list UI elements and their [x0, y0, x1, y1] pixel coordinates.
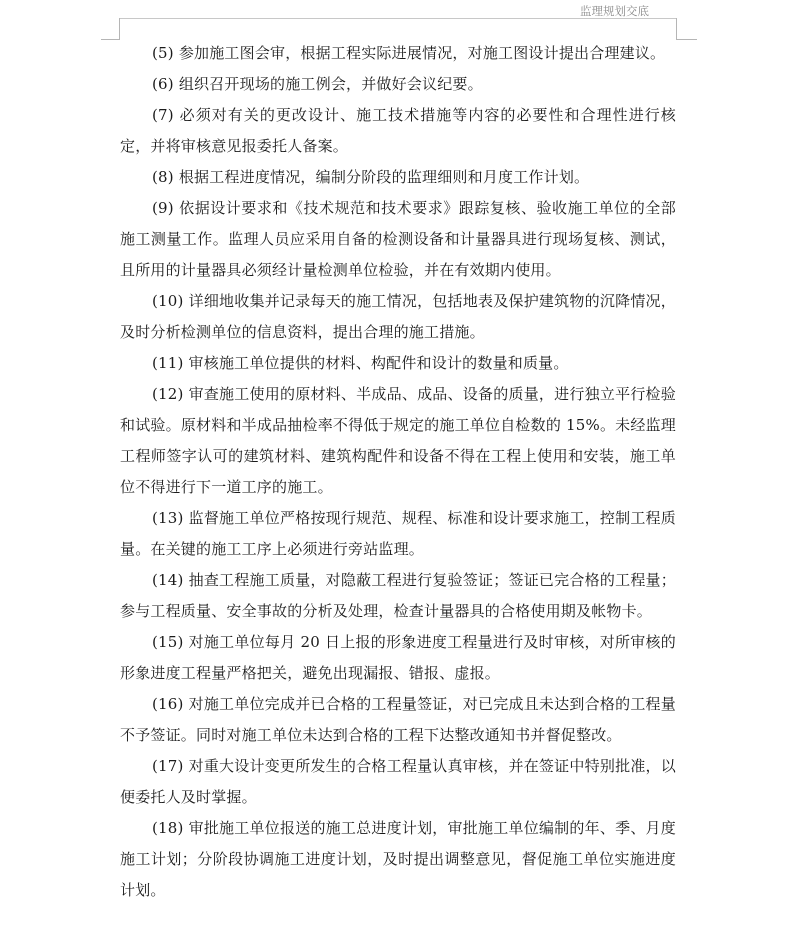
margin-corner-mark-left [101, 18, 120, 40]
margin-corner-mark-right [676, 18, 697, 40]
paragraph-item-16: (16) 对施工单位完成并已合格的工程量签证，对已完成且未达到合格的工程量不予签证。同时对施工单位未达到合格的工程下达整改通知书并督促整改。 [120, 695, 676, 744]
header-divider [120, 18, 677, 19]
paragraph-item-18: (18) 审批施工单位报送的施工总进度计划，审批施工单位编制的年、季、月度施工计划；分阶段协调施工进度计划，及时提出调整意见，督促施工单位实施进度计划。 [120, 819, 676, 899]
paragraph-item-6: (6) 组织召开现场的施工例会，并做好会议纪要。 [152, 75, 483, 93]
paragraph-item-12: (12) 审查施工使用的原材料、半成品、成品、设备的质量，进行独立平行检验和试验。原材料和半成品抽检率不得低于规定的施工单位自检数的 15%。未经监理工程师签字认可的建筑材料、建筑构配件和设备不得在工程上使用和安装，施工单位不得进行下一道工序的施工。 [120, 385, 676, 496]
paragraph-item-8: (8) 根据工程进度情况，编制分阶段的监理细则和月度工作计划。 [152, 168, 590, 186]
page-header-title: 监理规划交底 [580, 4, 649, 18]
paragraph-item-11: (11) 审核施工单位提供的材料、构配件和设计的数量和质量。 [152, 354, 569, 372]
paragraph-item-13: (13) 监督施工单位严格按现行规范、规程、标准和设计要求施工，控制工程质量。在关键的施工工序上必须进行旁站监理。 [120, 509, 676, 558]
paragraph-item-17: (17) 对重大设计变更所发生的合格工程量认真审核，并在签证中特别批准，以便委托人及时掌握。 [120, 757, 676, 806]
document-body [120, 38, 676, 906]
paragraph-item-9: (9) 依据设计要求和《技术规范和技术要求》跟踪复核、验收施工单位的全部施工测量工作。监理人员应采用自备的检测设备和计量器具进行现场复核、测试，且所用的计量器具必须经计量检测单位检验，并在有效期内使用。 [120, 199, 676, 279]
paragraph-item-14: (14) 抽查工程施工质量，对隐蔽工程进行复验签证；签证已完合格的工程量；参与工程质量、安全事故的分析及处理，检查计量器具的合格使用期及帐物卡。 [120, 571, 676, 620]
paragraph-item-10: (10) 详细地收集并记录每天的施工情况，包括地表及保护建筑物的沉降情况，及时分析检测单位的信息资料，提出合理的施工措施。 [120, 292, 676, 341]
paragraph-item-5: (5) 参加施工图会审，根据工程实际进展情况，对施工图设计提出合理建议。 [152, 44, 666, 62]
paragraph-item-7: (7) 必须对有关的更改设计、施工技术措施等内容的必要性和合理性进行核定，并将审核意见报委托人备案。 [120, 106, 676, 155]
paragraph-item-15: (15) 对施工单位每月 20 日上报的形象进度工程量进行及时审核，对所审核的形象进度工程量严格把关，避免出现漏报、错报、虚报。 [120, 633, 676, 682]
